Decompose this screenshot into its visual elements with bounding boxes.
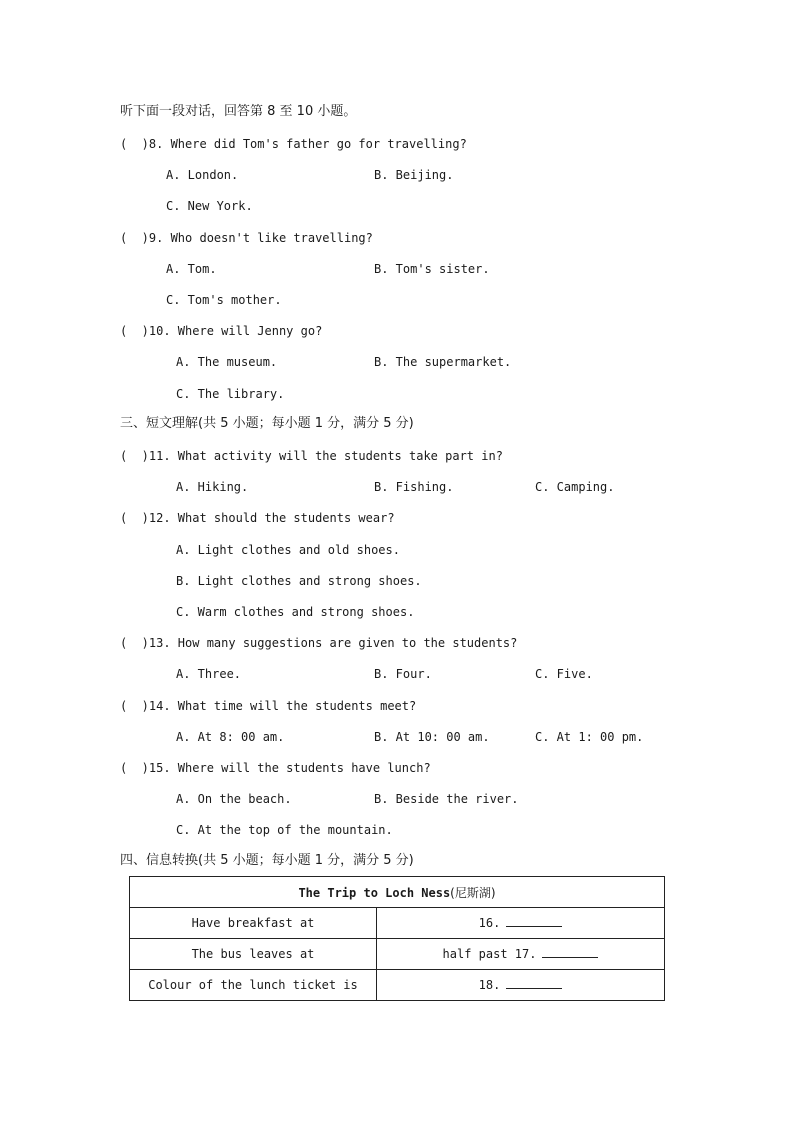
option-c: C. Tom's mother. [166, 293, 282, 307]
option-a: A. At 8: 00 am. [176, 730, 285, 744]
blank-number: 16. [478, 916, 501, 930]
table-row [130, 939, 665, 970]
option-b: B. At 10: 00 am. [374, 730, 490, 744]
row-value [377, 939, 665, 970]
option-a: A. Light clothes and old shoes. [176, 543, 400, 557]
table-header-row [130, 877, 665, 908]
question-stem: 13. How many suggestions are given to the students? [148, 636, 518, 650]
option-b: B. Four. [374, 667, 432, 681]
question-stem: 10. Where will Jenny go? [148, 324, 323, 338]
option-b: B. Light clothes and strong shoes. [176, 574, 422, 588]
answer-blank[interactable] [542, 947, 598, 958]
answer-paren[interactable]: ( ) [120, 761, 149, 775]
answer-paren[interactable]: ( ) [120, 636, 149, 650]
question-14 [120, 698, 416, 714]
question-9 [120, 230, 373, 246]
option-b: B. Beijing. [374, 168, 454, 182]
question-11 [120, 448, 503, 464]
option-a: A. The museum. [176, 355, 278, 369]
option-a: A. Three. [176, 667, 242, 681]
option-c: C. At 1: 00 pm. [535, 730, 644, 744]
table-title-cn: (尼斯湖) [450, 885, 496, 900]
option-a: A. Tom. [166, 262, 217, 276]
answer-paren[interactable]: ( ) [120, 511, 149, 525]
option-c: C. Five. [535, 667, 593, 681]
option-a: A. London. [166, 168, 239, 182]
table-title-en: The Trip to Loch Ness [298, 885, 451, 900]
answer-blank[interactable] [506, 978, 562, 989]
table-row [130, 970, 665, 1001]
answer-blank[interactable] [506, 916, 562, 927]
table-row [130, 908, 665, 939]
answer-paren[interactable]: ( ) [120, 231, 149, 245]
option-c: C. The library. [176, 387, 285, 401]
option-c: C. Camping. [535, 480, 615, 494]
answer-paren[interactable]: ( ) [120, 324, 149, 338]
question-stem: 8. Where did Tom's father go for travelling? [148, 137, 467, 151]
option-b: B. Beside the river. [374, 792, 519, 806]
row-label: The bus leaves at [130, 939, 377, 970]
option-c: C. Warm clothes and strong shoes. [176, 605, 415, 619]
option-c: C. At the top of the mountain. [176, 823, 393, 837]
question-stem: 15. Where will the students have lunch? [148, 761, 431, 775]
question-15 [120, 760, 431, 776]
answer-paren[interactable]: ( ) [120, 137, 149, 151]
question-stem: 9. Who doesn't like travelling? [148, 231, 373, 245]
option-c: C. New York. [166, 199, 253, 213]
option-b: B. The supermarket. [374, 355, 512, 369]
question-stem: 12. What should the students wear? [148, 511, 395, 525]
option-a: A. On the beach. [176, 792, 292, 806]
option-a: A. Hiking. [176, 480, 249, 494]
question-13 [120, 635, 517, 651]
section-3-title: 三、短文理解(共 5 小题；每小题 1 分，满分 5 分) [120, 416, 414, 431]
question-stem: 14. What time will the students meet? [148, 699, 417, 713]
row-label: Colour of the lunch ticket is [130, 970, 377, 1001]
row-value [377, 908, 665, 939]
table-title [130, 877, 665, 908]
row-label: Have breakfast at [130, 908, 377, 939]
blank-number: 18. [478, 978, 501, 992]
option-b: B. Fishing. [374, 480, 454, 494]
info-table [129, 876, 665, 1001]
blank-number: half past 17. [442, 947, 537, 961]
question-8 [120, 136, 467, 152]
answer-paren[interactable]: ( ) [120, 449, 149, 463]
question-12 [120, 510, 395, 526]
question-stem: 11. What activity will the students take part in? [148, 449, 503, 463]
answer-paren[interactable]: ( ) [120, 699, 149, 713]
listening-intro: 听下面一段对话，回答第 8 至 10 小题。 [120, 104, 357, 119]
option-b: B. Tom's sister. [374, 262, 490, 276]
section-4-title: 四、信息转换(共 5 小题；每小题 1 分，满分 5 分) [120, 853, 414, 868]
question-10 [120, 323, 322, 339]
row-value [377, 970, 665, 1001]
